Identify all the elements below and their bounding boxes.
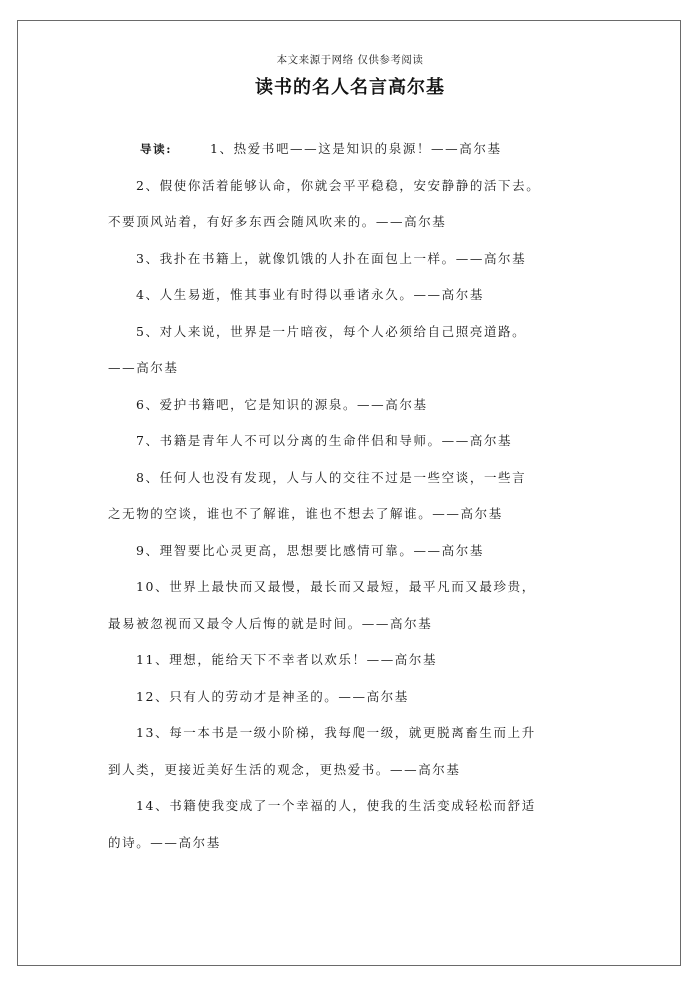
quote-line: 不要顶风站着，有好多东西会随风吹来的。——高尔基 [108,214,447,229]
quote-text: 1、热爱书吧——这是知识的泉源！——高尔基 [210,141,502,156]
quote-line: 5、对人来说，世界是一片暗夜，每个人必须给自己照亮道路。 [136,323,527,339]
quote-line: 6、爱护书籍吧，它是知识的源泉。——高尔基 [136,396,428,412]
quote-line: 13、每一本书是一级小阶梯，我每爬一级，就更脱离畜生而上升 [136,725,536,740]
quote-line: 到人类，更接近美好生活的观念，更热爱书。——高尔基 [108,761,461,777]
quote-line: 9、理智要比心灵更高，思想要比感情可靠。——高尔基 [136,542,484,558]
quote-line: 7、书籍是青年人不可以分离的生命伴侣和导师。——高尔基 [136,433,513,448]
quote-line: 的诗。——高尔基 [108,834,221,850]
quote-line: 8、任何人也没有发现，人与人的交往不过是一些空谈，一些言 [136,469,527,485]
quote-line: 3、我扑在书籍上，就像饥饿的人扑在面包上一样。——高尔基 [136,250,527,266]
quote-line: 最易被忽视而又最令人后悔的就是时间。——高尔基 [108,615,433,631]
guide-label: 导读: [140,142,173,156]
page-title: 读书的名人名言高尔基 [255,77,445,98]
quote-line: 10、世界上最快而又最慢，最长而又最短，最平凡而又最珍贵， [136,579,536,594]
source-note: 本文来源于网络 仅供参考阅读 [276,54,424,66]
document-body [88,131,588,861]
quote-line: 14、书籍使我变成了一个幸福的人，使我的生活变成轻松而舒适 [136,798,536,813]
quote-line: 12、只有人的劳动才是神圣的。——高尔基 [136,688,409,704]
quote-line: ——高尔基 [108,360,179,375]
quote-line: 4、人生易逝，惟其事业有时得以垂诸永久。——高尔基 [136,287,484,302]
quote-line: 之无物的空谈，谁也不了解谁，谁也不想去了解谁。——高尔基 [108,506,503,521]
quote-line: 2、假使你活着能够认命，你就会平平稳稳，安安静静的活下去。 [136,177,541,193]
intro-line [88,131,588,168]
quote-line: 11、理想，能给天下不幸者以欢乐！——高尔基 [136,652,438,667]
